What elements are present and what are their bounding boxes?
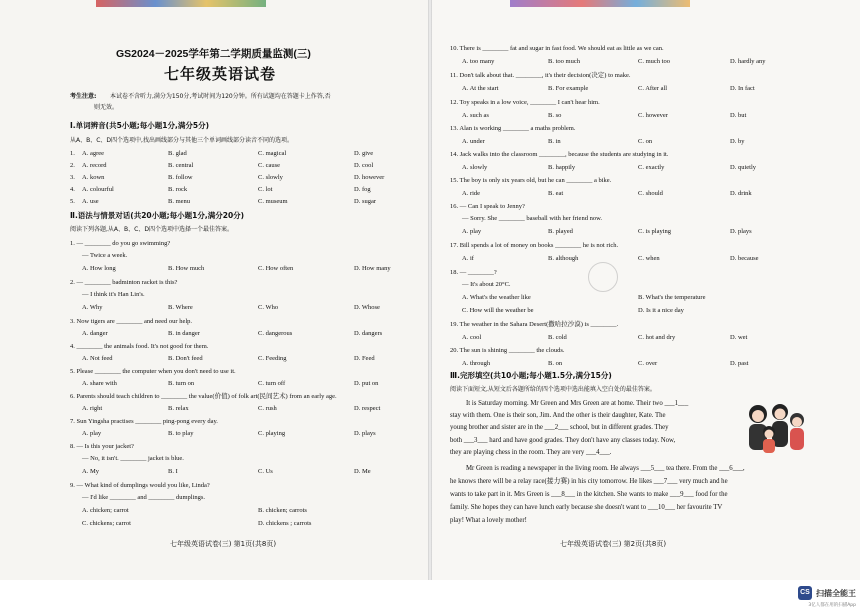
option-a: A. How long — [82, 265, 116, 272]
option-a: A. right — [82, 405, 103, 412]
question-16: 16. — Can I speak to Jenny? — [450, 203, 525, 210]
option-a: A. play — [462, 228, 482, 235]
option-c: C. chickens; carrot — [82, 520, 131, 527]
passage-line: family. She hopes they can have lunch early because she doesn't want to ___10___ her favourite TV — [450, 504, 723, 511]
faint-stamp — [588, 262, 618, 292]
question-20: 20. The sun is shining ________ the clouds. — [450, 347, 565, 354]
page-footer-2: 七年级英语试卷(三) 第2页(共8页) — [560, 540, 667, 548]
question-number: 1. — [70, 150, 75, 157]
option-c: C. much too — [638, 58, 670, 65]
option-a: A. My — [82, 468, 99, 475]
option-c: C. hot and dry — [638, 334, 676, 341]
option-d: D. give — [354, 150, 374, 157]
question-number: 5. — [70, 198, 75, 205]
option-c: C. exactly — [638, 164, 665, 171]
exam-page-1 — [0, 0, 428, 580]
question-17: 17. Bill spends a lot of money on books ________ he is not rich. — [450, 242, 619, 249]
option-c: C. playing — [258, 430, 286, 437]
option-a: A. share with — [82, 380, 117, 387]
option-d: D. Feed — [354, 355, 375, 362]
question-7: 7. Sun Yingsha practises ________ ping-pong every day. — [70, 418, 218, 425]
option-b: B. chicken; carrots — [258, 507, 307, 514]
option-a: A. through — [462, 360, 491, 367]
option-b: B. to play — [168, 430, 194, 437]
passage-line: stay with them. One is their son, Jim. And the other is their daughter, Kate. The — [450, 412, 666, 419]
option-d: D. plays — [730, 228, 752, 235]
option-b: B. in — [548, 138, 561, 145]
option-d: D. however — [354, 174, 385, 181]
notice-line-1: 本试卷不含听力,满分为150分,考试时间为120分钟。所有试题均在答题卡上作答,否 — [110, 93, 331, 100]
question-11: 11. Don't talk about that. ________, it's their decision(决定) to make. — [450, 72, 631, 79]
page-footer-1: 七年级英语试卷(三) 第1页(共8页) — [170, 540, 277, 548]
option-d: D. but — [730, 112, 747, 119]
option-a: A. colourful — [82, 186, 114, 193]
option-d: D. by — [730, 138, 745, 145]
question-4: 4. ________ the animals food. It's not good for them. — [70, 343, 209, 350]
camscanner-logo-icon: CS — [798, 586, 812, 600]
option-a: A. danger — [82, 330, 108, 337]
question-9-reply: — I'd like ________ and ________ dumplings. — [82, 494, 206, 501]
option-c: C. slowly — [258, 174, 283, 181]
question-1: 1. — ________ do you go swimming? — [70, 240, 171, 247]
option-a: A. cool — [462, 334, 482, 341]
option-c: C. cause — [258, 162, 281, 169]
top-decoration-right — [510, 0, 690, 7]
option-b: B. Don't feed — [168, 355, 203, 362]
scanner-watermark — [798, 586, 856, 600]
option-d: D. Whose — [354, 304, 380, 311]
option-c: C. museum — [258, 198, 288, 205]
option-c: C. After all — [638, 85, 668, 92]
option-c: C. is playing — [638, 228, 672, 235]
top-decoration-left — [96, 0, 266, 7]
section-2-instructions: 阅读下列各题,从A、B、C、D四个选项中选择一个最佳答案。 — [70, 226, 233, 233]
passage-line: young brother and sister are in the ___2___ school, but in different grades. They — [450, 424, 669, 431]
question-18-reply: — It's about 20°C. — [462, 281, 511, 288]
option-b: B. For example — [548, 85, 589, 92]
option-a: A. At the start — [462, 85, 499, 92]
option-b: B. too much — [548, 58, 580, 65]
question-16-reply: — Sorry. She ________ baseball with her friend now. — [462, 215, 602, 222]
notice-line-2: 则无效。 — [94, 104, 119, 111]
option-c: C. over — [638, 360, 658, 367]
option-a: A. agree — [82, 150, 105, 157]
option-d: D. respect — [354, 405, 381, 412]
question-14: 14. Jack walks into the classroom ________, because the students are studying in it. — [450, 151, 669, 158]
option-a: A. What's the weather like — [462, 294, 531, 301]
option-a: A. play — [82, 430, 102, 437]
option-b: B. How much — [168, 265, 205, 272]
option-b: B. happily — [548, 164, 576, 171]
passage-line: wants to take part in it. Mrs Green is ___8___ in the kitchen. She wants to make ___9___ food for the — [450, 491, 728, 498]
option-c: C. lot — [258, 186, 273, 193]
option-b: B. I — [168, 468, 178, 475]
question-2-reply: — I think it's Han Lin's. — [82, 291, 145, 298]
question-5: 5. Please ________ the computer when you don't need to use it. — [70, 368, 236, 375]
exam-title-line: GS2024－2025学年第二学期质量监测(三) — [116, 48, 311, 60]
option-b: B. rock — [168, 186, 188, 193]
option-c: C. rush — [258, 405, 277, 412]
option-a: A. record — [82, 162, 107, 169]
notice-label: 考生注意: — [70, 93, 97, 100]
option-d: D. sugar — [354, 198, 377, 205]
option-c: C. however — [638, 112, 668, 119]
section-3-heading: Ⅲ.完形填空(共10小题;每小题1.5分,满分15分) — [450, 371, 612, 380]
option-c: C. should — [638, 190, 663, 197]
option-d: D. past — [730, 360, 749, 367]
option-c: C. Feeding — [258, 355, 287, 362]
option-a: A. chicken; carrot — [82, 507, 129, 514]
option-b: B. What's the temperature — [638, 294, 706, 301]
option-a: A. too many — [462, 58, 495, 65]
option-c: C. on — [638, 138, 653, 145]
option-a: A. kown — [82, 174, 105, 181]
option-d: D. Me — [354, 468, 371, 475]
section-1-instructions: 从A、B、C、D四个选项中,找出画线部分与其他三个单词画线部分读音不同的选项。 — [70, 137, 293, 144]
option-b: B. on — [548, 360, 563, 367]
question-number: 2. — [70, 162, 75, 169]
question-6: 6. Parents should teach children to ________ the value(价值) of folk art(民间艺术) from an early age. — [70, 393, 337, 400]
option-c: C. Who — [258, 304, 279, 311]
option-b: B. cold — [548, 334, 567, 341]
option-a: A. under — [462, 138, 485, 145]
passage-line: It is Saturday morning. Mr Green and Mrs Green are at home. Their two ___1___ — [466, 400, 689, 407]
section-1-heading: Ⅰ.单词辨音(共5小题;每小题1分,满分5分) — [70, 121, 209, 130]
option-d: D. drink — [730, 190, 752, 197]
option-a: A. ride — [462, 190, 481, 197]
question-12: 12. Toy speaks in a low voice, ________ I can't hear him. — [450, 99, 600, 106]
option-d: D. hardly any — [730, 58, 766, 65]
option-d: D. Is it a nice day — [638, 307, 684, 314]
passage-line: Mr Green is reading a newspaper in the living room. He always ___5___ tea there. From the ___6___, — [466, 465, 745, 472]
question-number: 3. — [70, 174, 75, 181]
option-b: B. so — [548, 112, 562, 119]
question-10: 10. There is ________ fat and sugar in fast food. We should eat as little as we can. — [450, 45, 664, 52]
option-d: D. quietly — [730, 164, 756, 171]
option-c: C. Us — [258, 468, 273, 475]
option-b: B. turn on — [168, 380, 195, 387]
option-d: D. fog — [354, 186, 371, 193]
question-15: 15. The boy is only six years old, but he can ________ a bike. — [450, 177, 612, 184]
option-d: D. chickens ; carrots — [258, 520, 312, 527]
option-c: C. turn off — [258, 380, 286, 387]
section-2-heading: Ⅱ.语法与情景对话(共20小题;每小题1分,满分20分) — [70, 211, 245, 220]
question-18: 18. — ________? — [450, 269, 497, 276]
option-b: B. Where — [168, 304, 193, 311]
section-3-instructions: 阅读下面短文,从短文后各题所给的四个选项中选出能填入空白处的最佳答案。 — [450, 386, 656, 393]
option-d: D. put on — [354, 380, 379, 387]
option-b: B. menu — [168, 198, 191, 205]
option-d: D. wet — [730, 334, 748, 341]
question-2: 2. — ________ badminton racket is this? — [70, 279, 178, 286]
question-number: 4. — [70, 186, 75, 193]
option-d: D. In fact — [730, 85, 755, 92]
option-c: C. How often — [258, 265, 294, 272]
question-3: 3. Now tigers are ________ and need our help. — [70, 318, 193, 325]
option-a: A. if — [462, 255, 474, 262]
option-d: D. plays — [354, 430, 376, 437]
family-illustration — [740, 400, 814, 454]
option-a: A. Why — [82, 304, 103, 311]
option-c: C. magical — [258, 150, 287, 157]
option-b: B. in danger — [168, 330, 200, 337]
passage-line: they are playing chess in the room. They are very ___4___. — [450, 449, 612, 456]
page-fold — [428, 0, 432, 580]
option-d: D. because — [730, 255, 759, 262]
watermark-tagline: 3亿人都在用的扫描App — [808, 603, 856, 608]
passage-line: both ___3___ hard and have good grades. They don't have any classes today. Now, — [450, 437, 676, 444]
option-b: B. although — [548, 255, 579, 262]
option-c: C. when — [638, 255, 660, 262]
option-c: C. How will the weather be — [462, 307, 534, 314]
option-b: B. eat — [548, 190, 564, 197]
question-1-reply: — Twice a week. — [82, 252, 128, 259]
option-c: C. dangerous — [258, 330, 293, 337]
question-8-reply: — No, it isn't. ________ jacket is blue. — [82, 455, 184, 462]
option-b: B. played — [548, 228, 573, 235]
question-8: 8. — Is this your jacket? — [70, 443, 134, 450]
passage-line: play! What a lovely mother! — [450, 517, 527, 524]
option-a: A. slowly — [462, 164, 488, 171]
option-b: B. central — [168, 162, 194, 169]
option-d: D. How many — [354, 265, 391, 272]
question-13: 13. Alan is working ________ a maths problem. — [450, 125, 576, 132]
option-b: B. relax — [168, 405, 189, 412]
question-19: 19. The weather in the Sahara Desert(撒哈拉沙漠) is ________. — [450, 321, 619, 328]
passage-line: he knows there will be a relay race(接力赛) in his city tomorrow. He likes ___7___ very much and he — [450, 478, 728, 485]
option-d: D. dangers — [354, 330, 383, 337]
watermark-app-name: 扫描全能王 — [816, 588, 856, 598]
option-b: B. follow — [168, 174, 193, 181]
exam-subtitle: 七年级英语试卷 — [164, 65, 277, 83]
option-a: A. such as — [462, 112, 489, 119]
option-b: B. glad — [168, 150, 187, 157]
option-a: A. use — [82, 198, 99, 205]
option-a: A. Not feed — [82, 355, 113, 362]
question-9: 9. — What kind of dumplings would you like, Linda? — [70, 482, 210, 489]
option-d: D. cool — [354, 162, 374, 169]
